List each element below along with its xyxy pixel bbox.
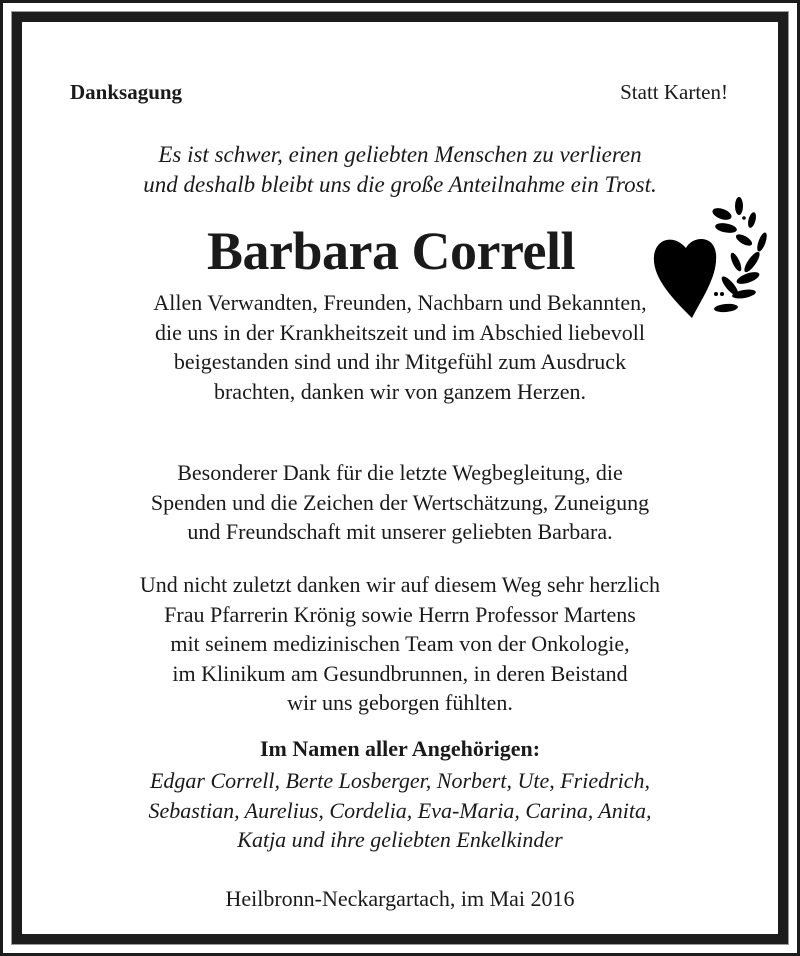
names-line: Edgar Correll, Berte Losberger, Norbert, Ute, Friedrich, [149, 768, 651, 793]
thanks-paragraph-3 [22, 570, 778, 718]
paragraph-line: Besonderer Dank für die letzte Wegbegleitung, die [177, 460, 623, 485]
paragraph-line: die uns in der Krankheitszeit und im Abschied liebevoll [154, 319, 645, 345]
paragraph-line: brachten, danken wir von ganzem Herzen. [213, 378, 586, 404]
paragraph-line: Frau Pfarrerin Krönig sowie Herrn Professor Martens [164, 601, 636, 627]
paragraph-line: wir uns geborgen fühlten. [287, 690, 513, 715]
danksagung-label: Danksagung [70, 80, 183, 104]
obituary-card [22, 22, 778, 934]
motto-line: Es ist schwer, einen geliebten Menschen zu verlieren [158, 142, 642, 167]
place-and-date: Heilbronn-Neckargartach, im Mai 2016 [225, 886, 575, 911]
paragraph-line: Spenden und die Zeichen der Wertschätzung, Zuneigung [150, 489, 650, 515]
signature-heading: Im Namen aller Angehörigen: [259, 736, 541, 761]
paragraph-line: mit seinem medizinischen Team von der Onkologie, [170, 631, 630, 656]
thanks-paragraph-1 [22, 288, 778, 406]
header-row [70, 80, 728, 105]
statt-karten-label: Statt Karten! [620, 80, 728, 104]
paragraph-line: und Freundschaft mit unserer geliebten Barbara. [187, 519, 613, 544]
names-line: Sebastian, Aurelius, Cordelia, Eva-Maria, Carina, Anita, [148, 797, 652, 823]
paragraph-line: Allen Verwandten, Freunden, Nachbarn und Bekannten, [153, 290, 647, 315]
motto-line: und deshalb bleibt uns die große Anteilnahme ein Trost. [143, 172, 657, 197]
paragraph-line: Und nicht zuletzt danken wir auf diesem Weg sehr herzlich [139, 572, 661, 597]
thanks-paragraph-2 [22, 458, 778, 547]
deceased-name: Barbara Correll [207, 221, 575, 281]
paragraph-line: beigestanden sind und ihr Mitgefühl zum Ausdruck [173, 349, 627, 374]
signature-names [22, 766, 778, 855]
names-line: Katja und ihre geliebten Enkelkinder [237, 827, 563, 852]
paragraph-line: im Klinikum am Gesundbrunnen, in deren Beistand [172, 660, 628, 686]
